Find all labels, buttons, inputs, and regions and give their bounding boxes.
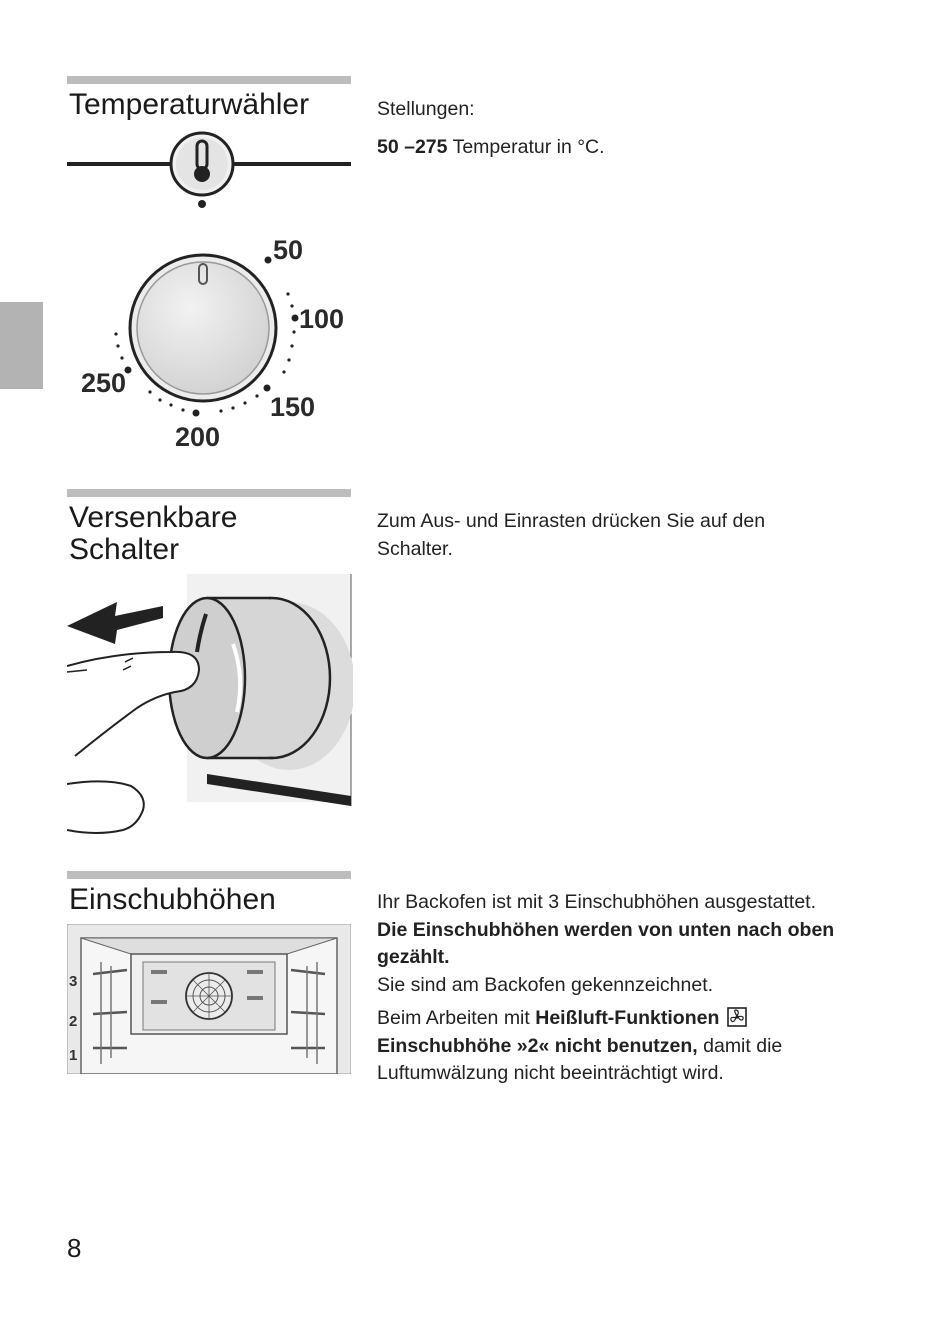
level-number-2: 2	[69, 1013, 78, 1030]
levels-description	[377, 889, 897, 1088]
dial-label-250: 250	[81, 368, 127, 398]
hot-air-fan-icon	[727, 1007, 747, 1027]
thermometer-symbol	[67, 128, 353, 210]
retractable-heading-line1: Versenkbare	[69, 501, 238, 534]
dial-label-50: 50	[273, 235, 304, 265]
levels-p4-warning: Einschubhöhe »2« nicht benutzen,	[377, 1034, 698, 1057]
levels-paragraph-3: Sie sind am Backofen gekennzeichnet.	[377, 973, 714, 996]
dial-label-200: 200	[175, 422, 221, 452]
temperature-dial	[67, 220, 357, 460]
temperature-heading: Temperaturwähler	[69, 88, 310, 121]
levels-paragraph-4	[377, 1005, 897, 1088]
retractable-heading	[69, 502, 237, 566]
levels-heading: Einschubhöhen	[69, 883, 276, 916]
levels-p4-tail: damit die Luftumwälzung nicht beeinträchtigt wird.	[377, 1034, 783, 1084]
chapter-tab-marker	[0, 302, 43, 389]
push-knob-illustration	[67, 574, 353, 836]
temperature-range-value: 50 –275	[377, 135, 448, 158]
levels-paragraph-1: Ihr Backofen ist mit 3 Einschubhöhen ausgestattet.	[377, 891, 817, 913]
section-divider-levels	[67, 871, 351, 879]
levels-p4-hot-air: Heißluft-Funktionen	[535, 1007, 720, 1029]
level-number-1: 1	[69, 1047, 78, 1064]
temperature-range-desc: Temperatur in °C.	[452, 135, 605, 158]
dial-label-100: 100	[299, 304, 345, 334]
temperature-description	[377, 96, 897, 161]
levels-paragraph-2: Die Einschubhöhen werden von unten nach oben gezählt.	[377, 918, 835, 968]
dial-label-150: 150	[270, 392, 316, 422]
oven-interior-illustration	[67, 924, 351, 1074]
level-number-3: 3	[69, 973, 78, 990]
temperature-range-line	[377, 134, 897, 162]
section-divider-temperature	[67, 76, 351, 84]
retractable-heading-line2: Schalter	[69, 533, 180, 566]
section-divider-retractable	[67, 489, 351, 497]
levels-p4-intro: Beim Arbeiten mit	[377, 1007, 530, 1029]
page-number: 8	[67, 1233, 82, 1263]
positions-label: Stellungen:	[377, 98, 475, 120]
retractable-description: Zum Aus- und Einrasten drücken Sie auf den Schalter.	[377, 510, 766, 560]
